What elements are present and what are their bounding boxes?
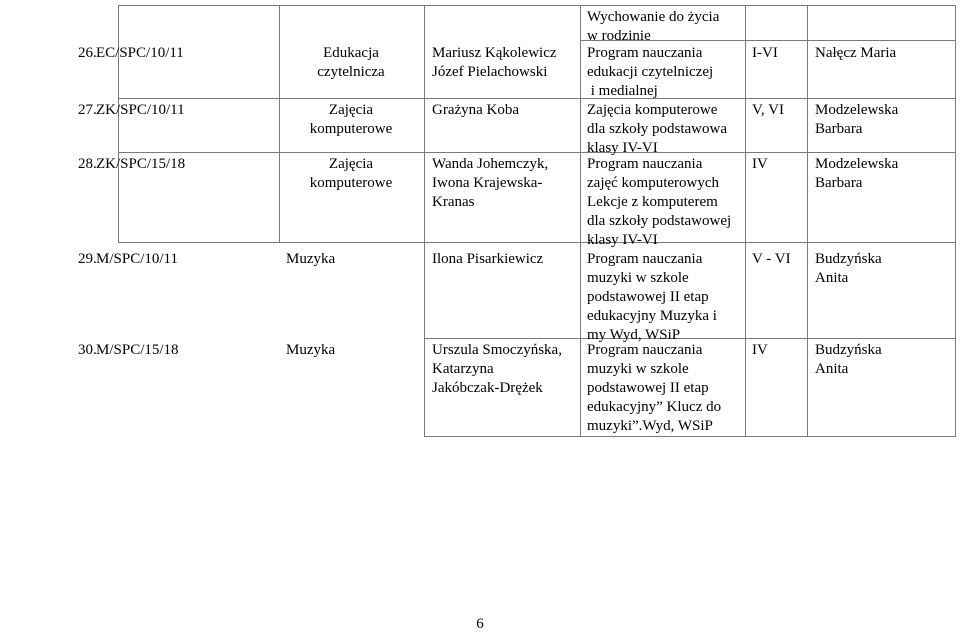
program-code: EC/SPC/10/11 xyxy=(96,45,184,61)
teacher-line: Budzyńska xyxy=(815,251,882,267)
author-line: Kranas xyxy=(432,194,475,210)
teacher-cell xyxy=(815,341,882,379)
author-line: Grażyna Koba xyxy=(432,102,520,118)
program-cell xyxy=(587,155,731,250)
row-number: 26. xyxy=(78,45,97,61)
author-line: Mariusz Kąkolewicz xyxy=(432,45,557,61)
program-cell-line: podstawowej II etap xyxy=(587,289,709,305)
program-cell-line: muzyki”.Wyd, WSiP xyxy=(587,418,713,434)
row-number: 28. xyxy=(78,156,97,172)
subject-line: Edukacja xyxy=(323,45,379,61)
teacher-line: Budzyńska xyxy=(815,342,882,358)
program-cell-line: muzyki w szkole xyxy=(587,270,689,286)
teacher-cell xyxy=(815,250,882,288)
program-code: M/SPC/10/11 xyxy=(96,251,178,267)
author-line: Wanda Johemczyk, xyxy=(432,156,549,172)
author-cell: Ilona Pisarkiewicz xyxy=(432,251,544,267)
teacher-line: Modzelewska xyxy=(815,102,899,118)
program-cell-line: edukacji czytelniczej xyxy=(587,64,714,80)
program-cell-line: edukacyjny” Klucz do xyxy=(587,399,722,415)
classes-cell: IV xyxy=(752,342,768,358)
program-cell-line: w rodzinie xyxy=(587,28,651,44)
program-cell-line: edukacyjny Muzyka i xyxy=(587,308,717,324)
subject-line: czytelnicza xyxy=(317,64,385,80)
program-code: M/SPC/15/18 xyxy=(96,342,179,358)
table-row xyxy=(587,8,719,46)
program-cell-line: dla szkoły podstawowa xyxy=(587,121,727,137)
author-cell xyxy=(432,155,548,212)
program-cell-line: Wychowanie do życia xyxy=(587,9,720,25)
author-line: Iwona Krajewska- xyxy=(432,175,543,191)
program-cell-line: Zajęcia komputerowe xyxy=(587,102,718,118)
teacher-cell xyxy=(815,155,898,193)
teacher-cell xyxy=(815,44,896,63)
row-number: 29. xyxy=(78,251,97,267)
page-number: 6 xyxy=(476,616,484,632)
subject-cell xyxy=(286,44,416,82)
classes-cell: I-VI xyxy=(752,45,778,61)
classes-cell: V - VI xyxy=(752,251,791,267)
subject-line: komputerowe xyxy=(309,121,393,137)
program-cell xyxy=(587,250,717,345)
author-line: Jakóbczak-Drężek xyxy=(432,380,543,396)
row-number: 27. xyxy=(78,102,97,118)
program-cell-line: klasy IV-VI xyxy=(587,140,658,156)
author-line: Józef Pielachowski xyxy=(432,64,548,80)
subject-line: Zajęcia xyxy=(328,102,374,118)
program-cell-line: Program nauczania xyxy=(587,156,703,172)
row-number: 30. xyxy=(78,342,97,358)
program-cell-line: Program nauczania xyxy=(587,251,703,267)
program-cell-line: Program nauczania xyxy=(587,342,703,358)
classes-cell: IV xyxy=(752,156,768,172)
teacher-line: Nałęcz Maria xyxy=(815,45,897,61)
program-cell-line: podstawowej II etap xyxy=(587,380,709,396)
program-cell-line: i medialnej xyxy=(587,83,658,99)
program-code: ZK/SPC/15/18 xyxy=(96,156,186,172)
teacher-line: Barbara xyxy=(815,121,863,137)
subject-line: Zajęcia xyxy=(328,156,374,172)
subject-cell: Muzyka xyxy=(286,342,336,358)
author-line: Urszula Smoczyńska, xyxy=(432,342,562,358)
program-cell-line: Lekcje z komputerem xyxy=(587,194,718,210)
teacher-line: Anita xyxy=(815,361,849,377)
classes-cell: V, VI xyxy=(752,102,784,118)
author-cell xyxy=(432,341,562,398)
subject-cell xyxy=(286,155,416,193)
subject-cell: Muzyka xyxy=(286,251,336,267)
program-cell xyxy=(587,101,727,158)
program-cell-line: Program nauczania xyxy=(587,45,703,61)
author-cell xyxy=(432,101,519,120)
program-cell xyxy=(587,44,713,101)
program-cell xyxy=(587,341,721,436)
teacher-line: Anita xyxy=(815,270,849,286)
program-cell-line: zajęć komputerowych xyxy=(587,175,720,191)
program-cell-line: muzyki w szkole xyxy=(587,361,689,377)
teacher-line: Barbara xyxy=(815,175,863,191)
program-cell-line: klasy IV-VI xyxy=(587,232,658,248)
program-cell-line: my Wyd, WSiP xyxy=(587,327,681,343)
author-cell xyxy=(432,44,557,82)
subject-line: komputerowe xyxy=(309,175,393,191)
subject-cell xyxy=(286,101,416,139)
teacher-cell xyxy=(815,101,898,139)
program-cell-line: dla szkoły podstawowej xyxy=(587,213,732,229)
author-line: Katarzyna xyxy=(432,361,494,377)
program-code: ZK/SPC/10/11 xyxy=(96,102,185,118)
teacher-line: Modzelewska xyxy=(815,156,899,172)
